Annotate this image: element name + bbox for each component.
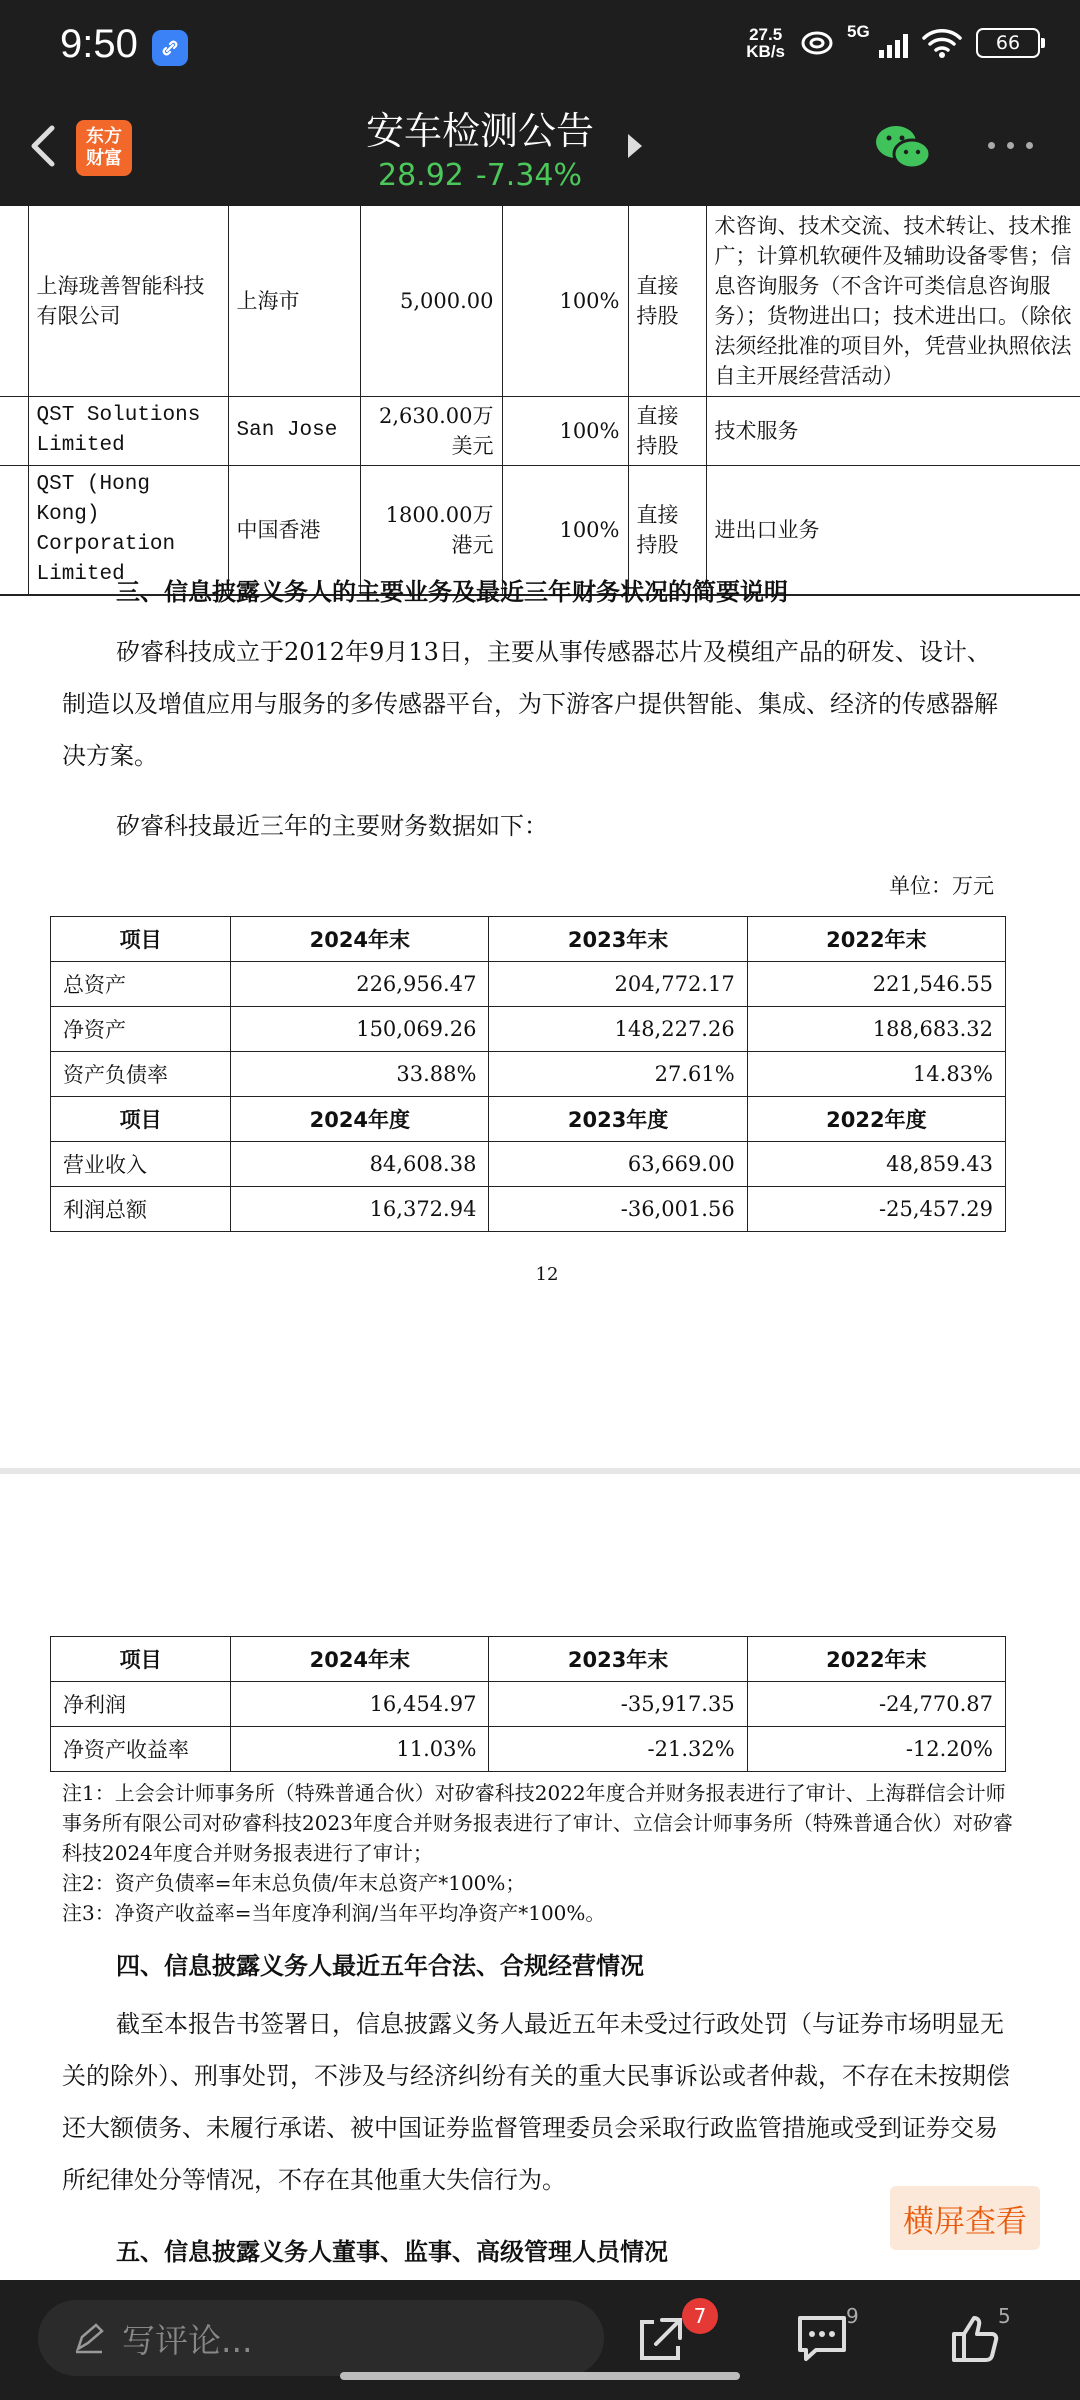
stock-quote[interactable] (0, 158, 960, 193)
status-bar (0, 0, 1080, 96)
net-speed: 27.5 KB/s (746, 25, 785, 61)
footnote-1: 注1：上会会计师事务所（特殊普通合伙）对矽睿科技2022年度合并财务报表进行了审计、上海群信会计师事务所有限公司对矽睿科技2023年度合并财务报表进行了审计、立信会计师事务所（特殊普通合伙）对矽睿科技2024年度合并财务报表进行了审计； (62, 1781, 1013, 1865)
page-divider (0, 1468, 1080, 1474)
signal-icon: 5G (849, 28, 908, 58)
quote-expand-icon[interactable] (628, 134, 642, 158)
wechat-share-icon[interactable] (874, 122, 934, 174)
table-row: 净利润 16,454.97 -35,917.35 -24,770.87 (51, 1682, 1006, 1727)
stock-change: -7.34% (475, 158, 583, 193)
clock: 9:50 (60, 22, 138, 66)
company-intro-paragraph: 矽睿科技成立于2012年9月13日，主要从事传感器芯片及模组产品的研发、设计、制造以及增值应用与服务的多传感器平台，为下游客户提供智能、集成、经济的传感器解决方案。 (62, 638, 998, 770)
link-app-icon (152, 30, 188, 66)
announcement-document (0, 206, 1080, 2280)
pen-icon (72, 2321, 106, 2355)
like-icon[interactable] (948, 2310, 1004, 2366)
app-header (0, 96, 1080, 206)
financial-table-1 (50, 916, 1006, 1232)
eastmoney-logo: 东方 财富 (76, 120, 132, 176)
battery-icon: 66 (976, 28, 1040, 58)
table-header-row: 项目 2024年末 2023年末 2022年末 (51, 1637, 1006, 1682)
footnote-3: 注3：净资产收益率=当年度净利润/当年平均净资产*100%。 (62, 1901, 606, 1925)
table-header-row: 项目 2024年末 2023年末 2022年末 (51, 917, 1006, 962)
section-heading-3: 三、信息披露义务人的主要业务及最近三年财务状况的简要说明 (116, 578, 788, 606)
comment-input[interactable] (38, 2300, 604, 2376)
status-icons (746, 22, 1040, 61)
table-row: 利润总额 16,372.94 -36,001.56 -25,457.29 (51, 1187, 1006, 1232)
section-heading-5: 五、信息披露义务人董事、监事、高级管理人员情况 (116, 2238, 668, 2266)
home-indicator[interactable] (340, 2372, 740, 2380)
unit-label: 单位：万元 (889, 874, 994, 898)
landscape-view-button[interactable]: 横屏查看 (890, 2186, 1040, 2250)
subsidiary-table (0, 206, 1080, 596)
table-row: 总资产 226,956.47 204,772.17 221,546.55 (51, 962, 1006, 1007)
table-row: QST Solutions Limited San Jose 2,630.00万美元 100% 直接持股 技术服务 (0, 396, 1080, 465)
table-header-row: 项目 2024年度 2023年度 2022年度 (51, 1097, 1006, 1142)
like-count: 5 (998, 2304, 1011, 2328)
table-row: 净资产 150,069.26 148,227.26 188,683.32 (51, 1007, 1006, 1052)
table-row: 营业收入 84,608.38 63,669.00 48,859.43 (51, 1142, 1006, 1187)
bottom-bar (0, 2280, 1080, 2400)
page-number: 12 (535, 1264, 559, 1285)
stock-price: 28.92 (377, 158, 464, 193)
share-badge: 7 (682, 2298, 718, 2334)
more-options-icon[interactable] (988, 142, 1033, 149)
section-heading-4: 四、信息披露义务人最近五年合法、合规经营情况 (116, 1952, 644, 1980)
hotspot-icon (799, 28, 835, 58)
table-row: 净资产收益率 11.03% -21.32% -12.20% (51, 1727, 1006, 1772)
comments-icon[interactable] (794, 2310, 850, 2366)
wifi-icon (922, 28, 962, 58)
table-row: QST (Hong Kong) Corporation Limited 中国香港 1800.00万港元 100% 直接持股 进出口业务 (0, 465, 1080, 595)
comment-count: 9 (846, 2304, 859, 2328)
footnote-2: 注2：资产负债率=年末总负债/年末总资产*100%； (62, 1871, 526, 1895)
comment-placeholder: 写评论... (122, 2320, 253, 2360)
table-row: 资产负债率 33.88% 27.61% 14.83% (51, 1052, 1006, 1097)
financial-table-2 (50, 1636, 1006, 1772)
compliance-paragraph: 截至本报告书签署日，信息披露义务人最近五年未受过行政处罚（与证券市场明显无关的除外）、刑事处罚，不涉及与经济纠纷有关的重大民事诉讼或者仲裁，不存在未按期偿还大额债务、未履行承诺、被中国证券监督管理委员会采取行政监管措施或受到证券交易所纪律处分等情况，不存在其他重大失信行为。 (62, 2010, 1010, 2194)
financial-data-intro: 矽睿科技最近三年的主要财务数据如下： (116, 812, 548, 840)
page-title: 安车检测公告 (365, 109, 594, 153)
table-row: 上海珑善智能科技有限公司 上海市 5,000.00 100% 直接持股 术咨询、技术交流、技术转让、技术推广；计算机软硬件及辅助设备零售；信息咨询服务（不含许可类信息咨询服务）；货物进出口；技术进出口。（除依法须经批准的项目外，凭营业执照依法自主开展经营活动） (0, 206, 1080, 396)
